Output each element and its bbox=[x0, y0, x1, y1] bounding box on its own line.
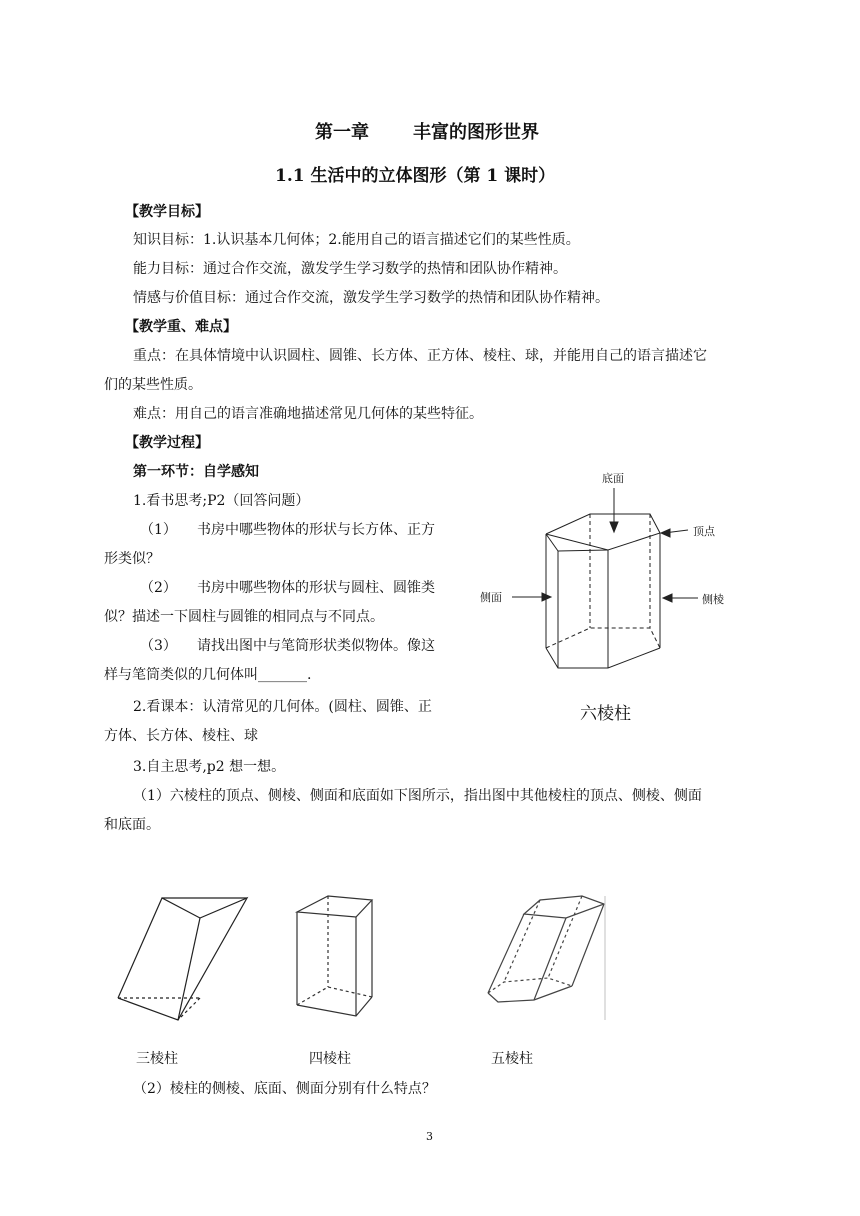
question-3-number: （3） bbox=[140, 638, 177, 654]
keypoints-heading: 【教学重、难点】 bbox=[125, 319, 237, 335]
step1-title: 第一环节：自学感知 bbox=[133, 464, 259, 480]
arrowhead bbox=[663, 594, 672, 602]
quadrangular-prism-figure bbox=[297, 896, 372, 1016]
key-point-line1: 重点：在具体情境中认识圆柱、圆锥、长方体、正方体、棱柱、球，并能用自己的语言描述它 bbox=[133, 348, 707, 364]
pentagonal-prism-figure bbox=[488, 896, 605, 1020]
process-heading: 【教学过程】 bbox=[125, 435, 209, 451]
label-quadrangular-prism: 四棱柱 bbox=[309, 1051, 351, 1067]
label-side-face: 侧面 bbox=[480, 591, 502, 604]
objective-emotion: 情感与价值目标：通过合作交流，激发学生学习数学的热情和团队协作精神。 bbox=[133, 290, 609, 306]
hex-top-edges bbox=[546, 514, 660, 550]
sub-question-2: （2）棱柱的侧棱、底面、侧面分别有什么特点？ bbox=[133, 1081, 436, 1097]
item-3: 3.自主思考,p2 想一想。 bbox=[133, 759, 286, 775]
label-bottom-face: 底面 bbox=[602, 472, 624, 485]
label-side-edge: 侧棱 bbox=[702, 593, 724, 606]
question-2-line2: 似？描述一下圆柱与圆锥的相同点与不同点。 bbox=[104, 609, 384, 625]
label-triangular-prism: 三棱柱 bbox=[136, 1051, 178, 1067]
question-3-line1: 请找出图中与笔筒形状类似物体。像这 bbox=[197, 638, 435, 654]
question-1-number: （1） bbox=[140, 522, 177, 538]
key-point-line2: 们的某些性质。 bbox=[104, 377, 202, 393]
question-2-line1: 书房中哪些物体的形状与圆柱、圆锥类 bbox=[197, 580, 435, 596]
sub-question-1-line1: （1）六棱柱的顶点、侧棱、侧面和底面如下图所示，指出图中其他棱柱的顶点、侧棱、侧面 bbox=[133, 788, 702, 804]
arrowhead bbox=[661, 529, 670, 537]
chapter-number: 第一章 bbox=[315, 122, 369, 143]
triangular-prism-figure bbox=[118, 898, 247, 1020]
item-2-line1: 2.看课本：认清常见的几何体。(圆柱、圆锥、正 bbox=[133, 699, 432, 715]
label-pentagonal-prism: 五棱柱 bbox=[491, 1051, 533, 1067]
objective-knowledge: 知识目标：1.认识基本几何体；2.能用自己的语言描述它们的某些性质。 bbox=[133, 232, 580, 248]
chapter-name: 丰富的图形世界 bbox=[413, 122, 539, 143]
objectives-heading: 【教学目标】 bbox=[125, 204, 209, 220]
question-2-number: （2） bbox=[140, 580, 177, 596]
hex-hidden-bottom bbox=[546, 628, 660, 648]
hexagonal-caption: 六棱柱 bbox=[580, 704, 631, 724]
question-1-line1: 书房中哪些物体的形状与长方体、正方 bbox=[197, 522, 435, 538]
difficulty-point: 难点：用自己的语言准确地描述常见几何体的某些特征。 bbox=[133, 406, 483, 422]
item-2-line2: 方体、长方体、棱柱、球 bbox=[104, 728, 258, 744]
question-3-line2: 样与笔筒类似的几何体叫_______. bbox=[104, 667, 312, 683]
page-number: 3 bbox=[426, 1130, 433, 1143]
sub-question-1-line2: 和底面。 bbox=[104, 817, 160, 833]
hex-bottom-edges bbox=[546, 648, 660, 668]
section-title: 1.1 生活中的立体图形（第 1 课时） bbox=[275, 166, 556, 186]
label-vertex: 顶点 bbox=[693, 525, 715, 538]
question-1-line2: 形类似？ bbox=[104, 551, 160, 567]
item-1: 1.看书思考;P2（回答问题） bbox=[133, 493, 310, 509]
objective-ability: 能力目标：通过合作交流，激发学生学习数学的热情和团队协作精神。 bbox=[133, 261, 567, 277]
hex-edge bbox=[558, 550, 608, 551]
arrowhead bbox=[610, 522, 618, 532]
